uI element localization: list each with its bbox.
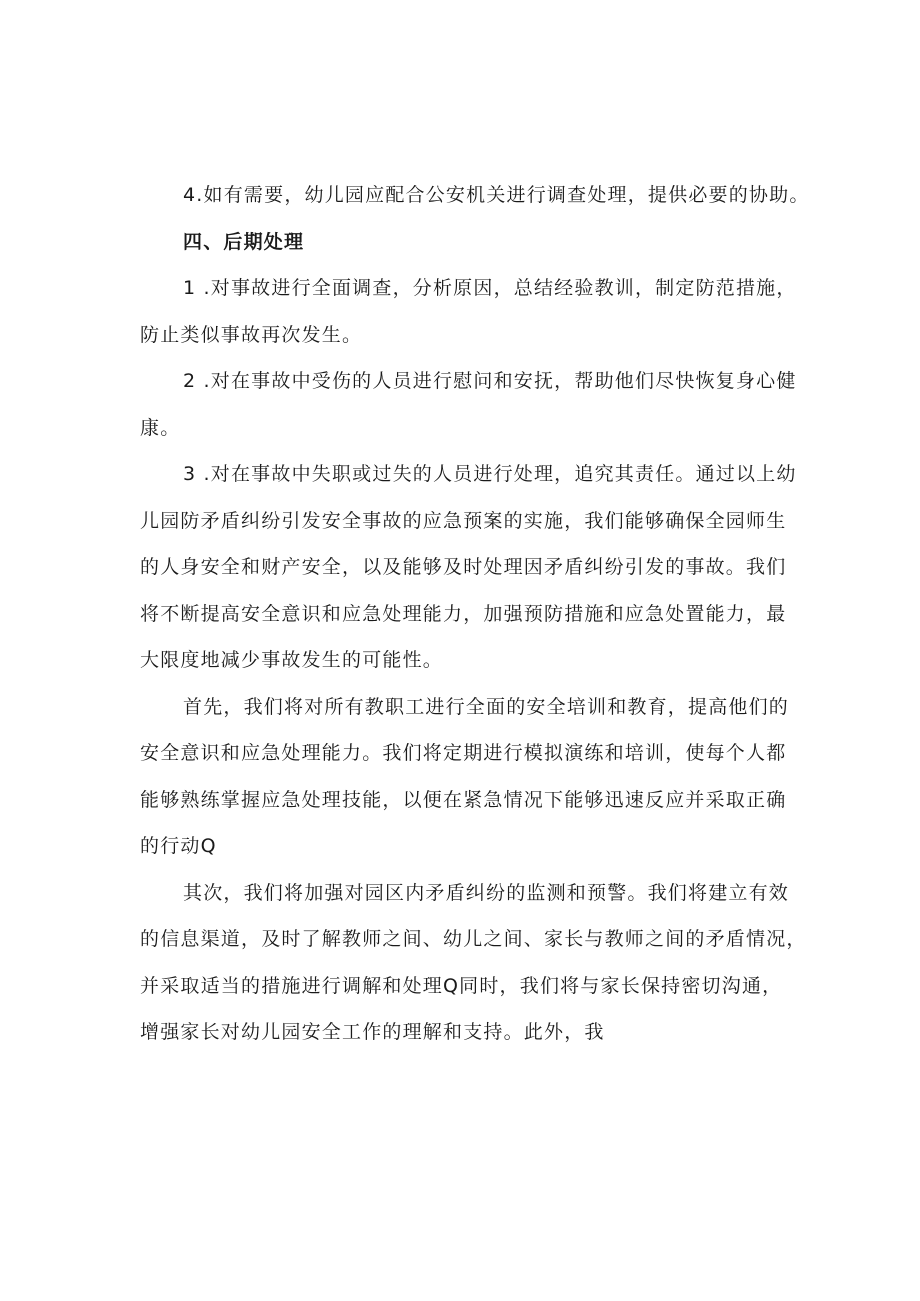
text-line: 并采取适当的措施进行调解和处理Q同时，我们将与家长保持密切沟通，: [140, 974, 783, 997]
text-line: 大限度地减少事故发生的可能性。: [140, 649, 444, 671]
text-line: 的人身安全和财产安全，以及能够及时处理因矛盾纠纷引发的事故。我们: [140, 556, 787, 578]
paragraph-p3: [140, 358, 800, 451]
text-line: 2 .对在事故中受伤的人员进行慰问和安抚，帮助他们尽快恢复身心健: [183, 370, 797, 392]
text-line: 康。: [140, 416, 181, 439]
paragraph-p4: [140, 451, 800, 684]
paragraph-p5: [140, 684, 800, 870]
paragraph-p6: [140, 870, 807, 1056]
text-line: 其次，我们将加强对园区内矛盾纠纷的监测和预警。我们将建立有效: [183, 881, 790, 904]
text-line: 能够熟练掌握应急处理技能，以便在紧急情况下能够迅速反应并采取正确: [140, 788, 787, 811]
text-line: 防止类似事故再次发生。: [140, 323, 363, 346]
text-line: 3 .对在事故中失职或过失的人员进行处理，追究其责任。通过以上幼: [183, 463, 797, 485]
text-line: 安全意识和应急处理能力。我们将定期进行模拟演练和培训，使每个人都: [140, 742, 787, 764]
section-heading: [140, 219, 800, 266]
text-line: 增强家长对幼儿园安全工作的理解和支持。此外，我: [140, 1021, 605, 1043]
heading-text: 四、后期处理: [183, 230, 305, 253]
paragraph-p2: [140, 265, 800, 358]
text-line: 儿园防矛盾纠纷引发安全事故的应急预案的实施，我们能够确保全园师生: [140, 509, 787, 532]
text-line: 将不断提高安全意识和应急处理能力，加强预防措施和应急处置能力，最: [140, 602, 787, 625]
document-body: [140, 172, 810, 1056]
text-line: 首先，我们将对所有教职工进行全面的安全培训和教育，提高他们的: [183, 695, 790, 718]
paragraph-p1: [140, 172, 810, 219]
text-line: 的信息渠道，及时了解教师之间、幼儿之间、家长与教师之间的矛盾情况，: [140, 928, 807, 950]
text-line: 的行动Q: [140, 835, 217, 857]
text-line: 1 .对事故进行全面调查，分析原因，总结经验教训，制定防范措施，: [183, 277, 797, 299]
text-line: 4.如有需要，幼儿园应配合公安机关进行调查处理，提供必要的协助。: [183, 184, 810, 206]
